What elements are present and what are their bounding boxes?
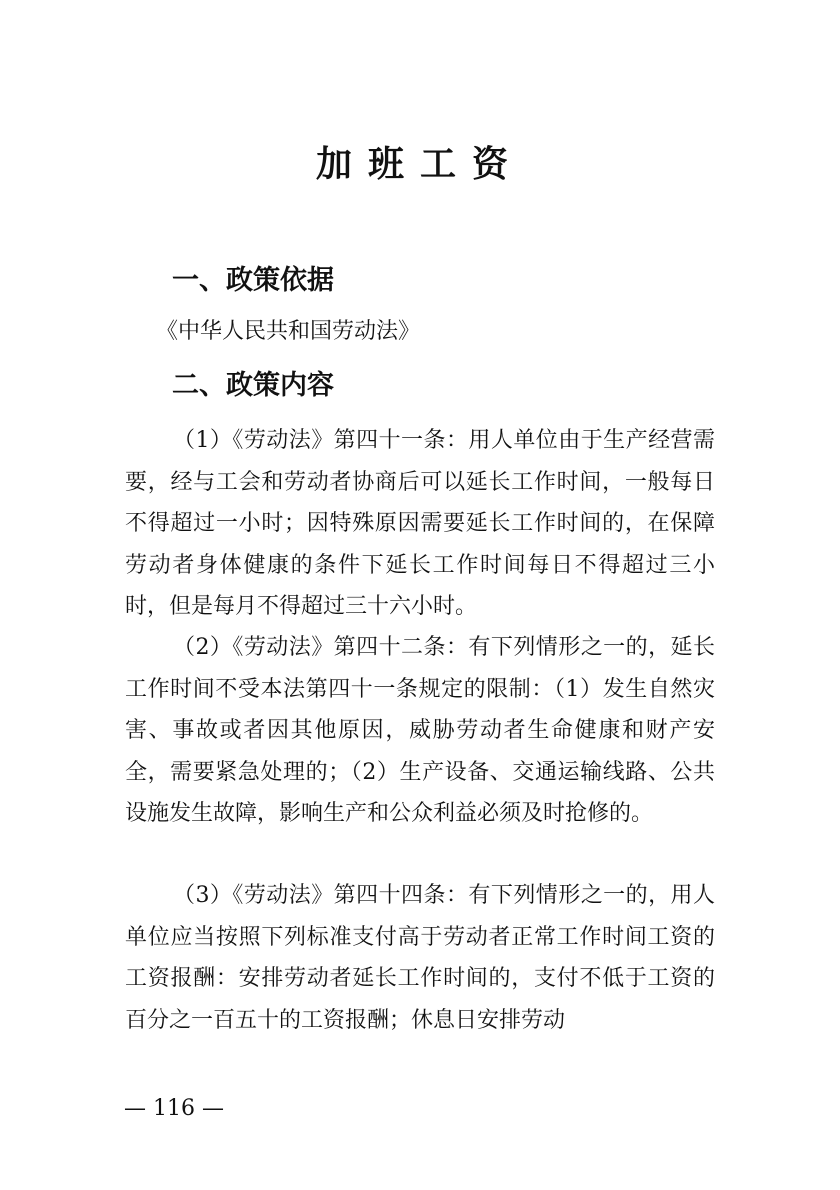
paragraph-article-42: （2）《劳动法》第四十二条：有下列情形之一的，延长工作时间不受本法第四十一条规定的限制：（1）发生自然灾害、事故或者因其他原因，威胁劳动者生命健康和财产安全，需要紧急处理的；（2）生产设备、交通运输线路、公共设施发生故障，影响生产和公众利益必须及时抢修的。 bbox=[125, 635, 715, 826]
section-heading-policy-content: 二、政策内容 bbox=[172, 370, 334, 401]
paragraph-article-41: （1）《劳动法》第四十一条：用人单位由于生产经营需要，经与工会和劳动者协商后可以延长工作时间，一般每日不得超过一小时；因特殊原因需要延长工作时间的，在保障劳动者身体健康的条件下延长工作时间每日不得超过三小时，但是每月不得超过三十六小时。 bbox=[125, 428, 715, 619]
page-number: — 116 — bbox=[124, 1096, 224, 1121]
paragraph-article-44: （3）《劳动法》第四十四条：有下列情形之一的，用人单位应当按照下列标准支付高于劳动者正常工作时间工资的工资报酬：安排劳动者延长工作时间的，支付不低于工资的百分之一百五十的工资报酬；休息日安排劳动 bbox=[125, 883, 715, 1033]
law-reference: 《中华人民共和国劳动法》 bbox=[156, 319, 421, 344]
page-title: 加班工资 bbox=[315, 143, 524, 185]
section-heading-policy-basis: 一、政策依据 bbox=[172, 265, 334, 296]
